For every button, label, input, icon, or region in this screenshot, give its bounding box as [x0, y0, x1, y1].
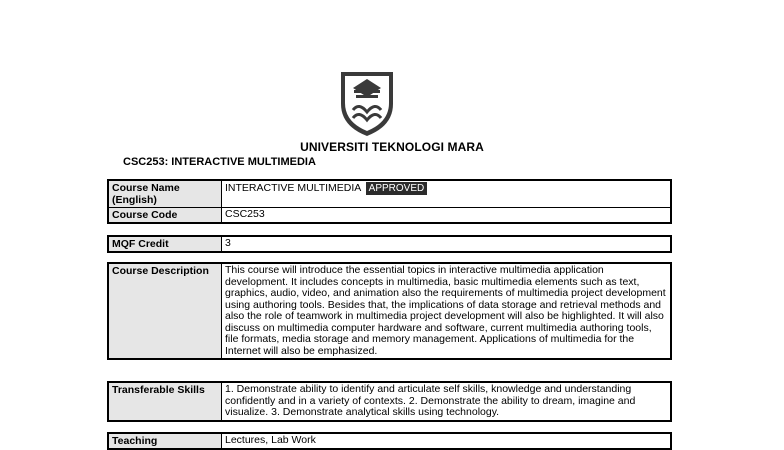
course-name-cell — [222, 180, 672, 208]
course-heading: CSC253: INTERACTIVE MULTIMEDIA — [123, 156, 316, 168]
course-name-row — [108, 180, 671, 208]
transferable-skills-label: Transferable Skills — [108, 382, 222, 421]
university-crest-icon — [339, 70, 395, 138]
teaching-label: Teaching — [108, 433, 222, 449]
teaching-row — [108, 433, 671, 449]
mqf-credit-table — [107, 235, 672, 253]
mqf-credit-label: MQF Credit — [108, 236, 222, 252]
status-badge: APPROVED — [366, 182, 428, 195]
course-description-table — [107, 262, 672, 360]
course-description-value: This course will introduce the essential topics in interactive multimedia application development. It includes concepts in multimedia, basic multimedia elements such as text, graphics, audio, video, and animation also the requirements of multimedia project development using authoring tools. Besides that, the implications of data storage and retrieval methods and also the role of teamwork in multimedia project development will also be highlighted. It will also discuss on multimedia computer hardware and software, current multimedia authoring tools, file formats, media storage and memory management. Applications of multimedia for the Internet will also be emphasized. — [222, 263, 672, 359]
transferable-skills-value: 1. Demonstrate ability to identify and articulate self skills, knowledge and understanding confidently and in a variety of contexts. 2. Demonstrate the ability to dream, imagine and visualize. 3. Demonstrate analytical skills using technology. — [222, 382, 672, 421]
course-code-value: CSC253 — [222, 208, 672, 224]
course-identity-table — [107, 179, 672, 224]
mqf-credit-value: 3 — [222, 236, 672, 252]
mqf-credit-row — [108, 236, 671, 252]
teaching-table — [107, 432, 672, 450]
course-code-label: Course Code — [108, 208, 222, 224]
teaching-value: Lectures, Lab Work — [222, 433, 672, 449]
course-name-value: INTERACTIVE MULTIMEDIA — [225, 182, 361, 194]
transferable-skills-table — [107, 381, 672, 422]
university-name: UNIVERSITI TEKNOLOGI MARA — [300, 140, 484, 154]
transferable-skills-row — [108, 382, 671, 421]
course-code-row — [108, 208, 671, 224]
course-description-label: Course Description — [108, 263, 222, 359]
course-name-label: Course Name (English) — [108, 180, 222, 208]
course-description-row — [108, 263, 671, 359]
